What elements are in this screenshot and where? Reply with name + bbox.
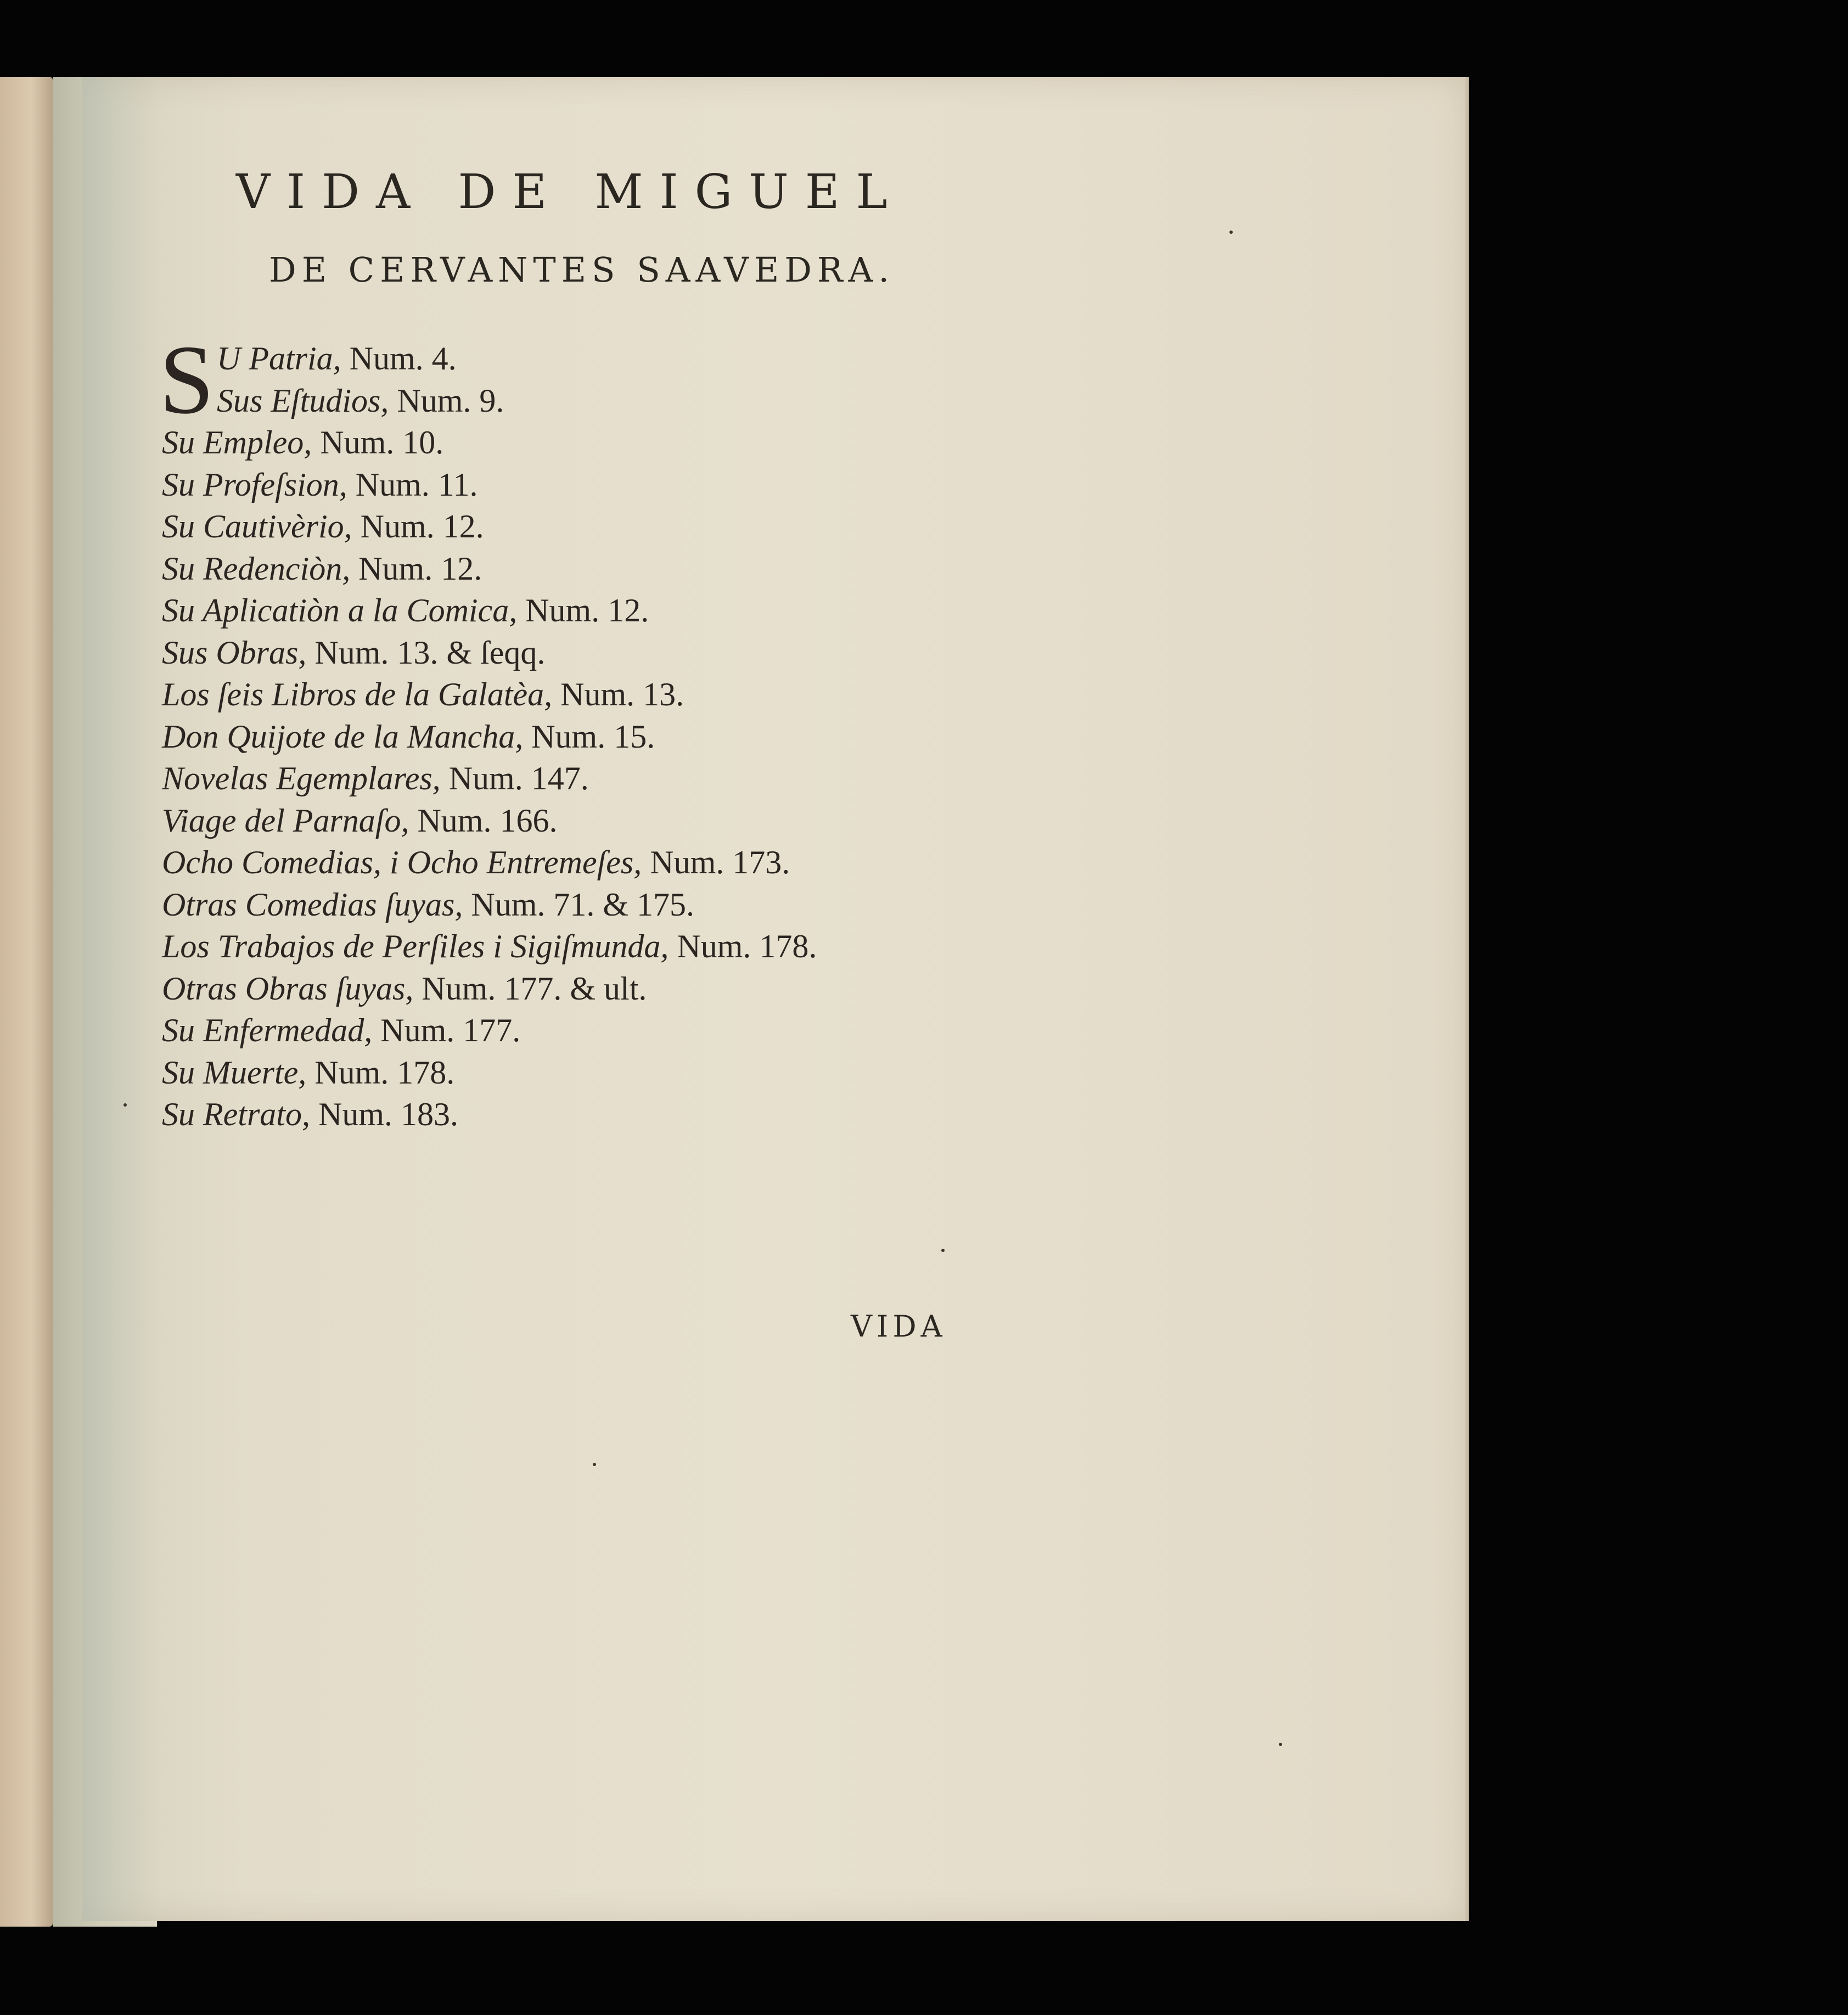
list-item: [162, 1093, 1095, 1136]
entry-title: Otras Comedias ſuyas,: [162, 886, 463, 923]
entry-ref: Num. 173.: [650, 844, 790, 880]
entry-ref: Num. 177.: [380, 1012, 521, 1048]
entry-title: U Patria,: [217, 340, 341, 377]
entry-ref: Num. 178.: [314, 1054, 455, 1091]
list-item: [162, 590, 1095, 632]
entry-title: Su Aplicatiòn a la Comica,: [162, 592, 518, 628]
paper-speck: [123, 1103, 127, 1107]
list-item: [162, 632, 1095, 674]
list-item: [162, 422, 1095, 464]
entry-title: Sus Obras,: [162, 634, 307, 671]
paper-speck: [593, 1463, 596, 1466]
entry-ref: Num. 12.: [358, 550, 482, 587]
left-page-edge: [0, 77, 53, 1927]
entry-title: Don Quijote de la Mancha,: [162, 718, 524, 755]
list-item: [162, 464, 1095, 506]
entry-title: Su Redenciòn,: [162, 550, 351, 587]
entry-ref: Num. 177. & ult.: [422, 970, 647, 1007]
entry-title: Otras Obras ſuyas,: [162, 970, 414, 1007]
entry-ref: Num. 12.: [525, 592, 649, 628]
list-item: [162, 1052, 1095, 1094]
page-subtitle: DE CERVANTES SAAVEDRA.: [269, 250, 895, 290]
list-item: [162, 884, 1095, 926]
entry-ref: Num. 12.: [360, 508, 484, 545]
entry-title: Sus Eſtudios,: [217, 382, 389, 419]
paper-speck: [941, 1249, 945, 1252]
entry-title: Su Muerte,: [162, 1054, 307, 1091]
drop-cap: S: [159, 325, 215, 434]
entry-ref: Num. 4.: [349, 340, 457, 377]
list-item: [162, 925, 1095, 968]
list-item: [162, 841, 1095, 884]
paper-speck: [1279, 1743, 1282, 1746]
entry-ref: Num. 15.: [531, 718, 655, 755]
list-item: [162, 716, 1095, 758]
entry-title: Su Profeſsion,: [162, 466, 347, 503]
list-item: [162, 380, 1095, 422]
catchword: VIDA: [851, 1309, 947, 1344]
list-item: [162, 800, 1095, 842]
paper-speck: [1229, 231, 1233, 234]
list-item: [162, 548, 1095, 590]
entry-title: Los Trabajos de Perſiles i Sigiſmunda,: [162, 928, 669, 964]
list-item: [162, 338, 1095, 380]
entry-ref: Num. 11.: [355, 466, 478, 503]
page-title: VIDA DE MIGUEL: [236, 165, 904, 220]
entry-ref: Num. 13. & ſeqq.: [314, 634, 546, 671]
entry-title: Su Cautivèrio,: [162, 508, 352, 545]
list-item: [162, 506, 1095, 548]
entry-title: Ocho Comedias, i Ocho Entremeſes,: [162, 844, 642, 880]
entry-title: Su Empleo,: [162, 424, 312, 461]
entry-ref: Num. 71. & 175.: [471, 886, 695, 923]
entry-ref: Num. 178.: [677, 928, 817, 964]
entry-title: Novelas Egemplares,: [162, 760, 441, 796]
entry-ref: Num. 9.: [397, 382, 504, 419]
entry-ref: Num. 10.: [320, 424, 444, 461]
entry-ref: Num. 147.: [448, 760, 589, 796]
page-gutter-fade: [82, 77, 159, 1921]
list-item: [162, 673, 1095, 716]
entry-ref: Num. 166.: [417, 802, 558, 839]
entry-title: Su Enfermedad,: [162, 1012, 373, 1048]
contents-list: [162, 338, 1095, 1136]
entry-ref: Num. 13.: [560, 676, 684, 712]
list-item: [162, 968, 1095, 1010]
entry-title: Viage del Parnaſo,: [162, 802, 409, 839]
list-item: [162, 757, 1095, 800]
list-item: [162, 1009, 1095, 1052]
entry-ref: Num. 183.: [318, 1096, 458, 1132]
entry-title: Su Retrato,: [162, 1096, 310, 1132]
entry-title: Los ſeis Libros de la Galatèa,: [162, 676, 553, 712]
